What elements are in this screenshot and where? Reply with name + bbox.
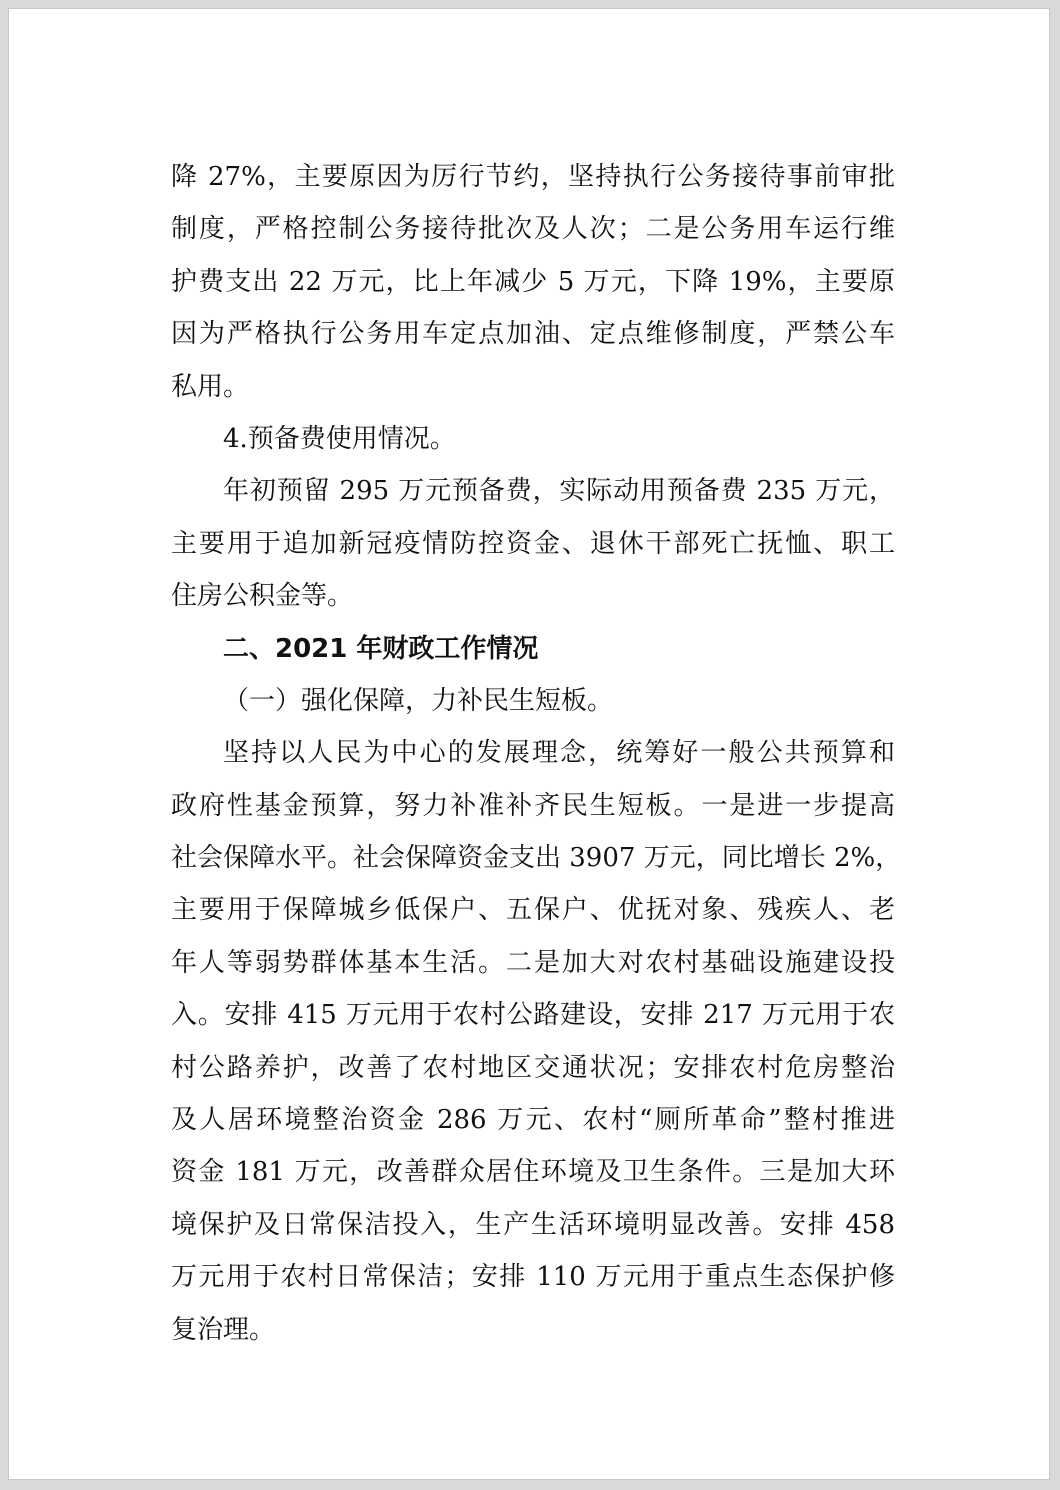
text-line: 主要用于保障城乡低保户、五保户、优抚对象、残疾人、老 bbox=[171, 895, 895, 926]
text-line: 降 27%，主要原因为厉行节约，坚持执行公务接待事前审批 bbox=[171, 162, 895, 192]
text-line: 资金 181 万元，改善群众居住环境及卫生条件。三是加大环 bbox=[171, 1157, 895, 1188]
text-line: 住房公积金等。 bbox=[171, 581, 354, 612]
text-line: （一）强化保障，力补民生短板。 bbox=[223, 685, 614, 716]
text-line: 村公路养护，改善了农村地区交通状况；安排农村危房整治 bbox=[171, 1052, 895, 1083]
text-line: 政府性基金预算，努力补准补齐民生短板。一是进一步提高 bbox=[171, 790, 895, 821]
document-body bbox=[171, 151, 902, 1356]
text-line: 万元用于农村日常保洁；安排 110 万元用于重点生态保护修 bbox=[171, 1262, 895, 1293]
document-page bbox=[8, 8, 1050, 1480]
text-line: 主要用于追加新冠疫情防控资金、退休干部死亡抚恤、职工 bbox=[171, 528, 895, 559]
text-line: 复治理。 bbox=[171, 1314, 276, 1345]
text-line: 因为严格执行公务用车定点加油、定点维修制度，严禁公车 bbox=[171, 319, 895, 350]
text-line: 年初预留 295 万元预备费，实际动用预备费 235 万元， bbox=[223, 476, 895, 507]
text-line: 及人居环境整治资金 286 万元、农村“厕所革命”整村推进 bbox=[171, 1105, 895, 1136]
text-line: 4.预备费使用情况。 bbox=[223, 423, 456, 454]
text-line: 坚持以人民为中心的发展理念，统筹好一般公共预算和 bbox=[223, 738, 895, 769]
text-line: 护费支出 22 万元，比上年减少 5 万元，下降 19%，主要原 bbox=[171, 266, 895, 297]
text-line: 制度，严格控制公务接待批次及人次；二是公务用车运行维 bbox=[171, 214, 895, 245]
text-line: 社会保障水平。社会保障资金支出 3907 万元，同比增长 2%， bbox=[171, 843, 902, 874]
text-line: 年人等弱势群体基本生活。二是加大对农村基础设施建设投 bbox=[171, 947, 895, 978]
text-line: 入。安排 415 万元用于农村公路建设，安排 217 万元用于农 bbox=[171, 1000, 895, 1031]
text-line: 私用。 bbox=[171, 371, 250, 402]
text-line: 境保护及日常保洁投入，生产生活环境明显改善。安排 458 bbox=[171, 1209, 895, 1240]
section-heading: 二、2021 年财政工作情况 bbox=[223, 633, 539, 664]
